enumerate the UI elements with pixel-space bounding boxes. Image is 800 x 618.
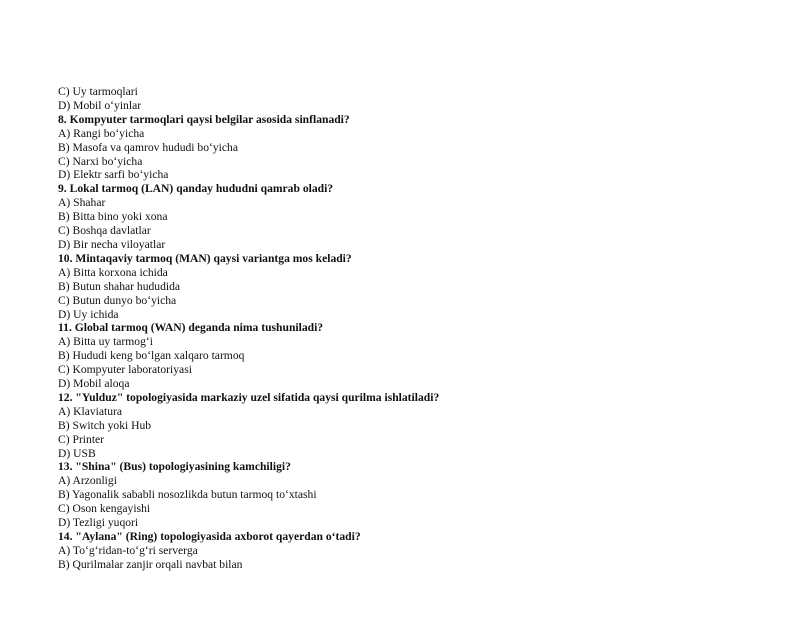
answer-option: C) Butun dunyo bo‘yicha [58, 293, 177, 307]
answer-option: C) Oson kengayishi [58, 502, 151, 516]
answer-option: B) Qurilmalar zanjir orqali navbat bilan [58, 557, 243, 571]
question-text: 10. Mintaqaviy tarmoq (MAN) qaysi variantga mos keladi? [58, 251, 352, 265]
question-text: 9. Lokal tarmoq (LAN) qanday hududni qamrab oladi? [58, 182, 334, 196]
question-text: 11. Global tarmoq (WAN) deganda nima tushuniladi? [58, 321, 324, 335]
answer-option: C) Kompyuter laboratoriyasi [58, 363, 192, 377]
answer-option: A) Shahar [58, 196, 106, 210]
answer-option: A) Rangi bo‘yicha [58, 126, 145, 140]
question-text: 8. Kompyuter tarmoqlari qaysi belgilar asosida sinflanadi? [58, 112, 350, 126]
answer-option: C) Printer [58, 432, 105, 446]
answer-option: B) Hududi keng bo‘lgan xalqaro tarmoq [58, 349, 245, 363]
answer-option: B) Masofa va qamrov hududi bo‘yicha [58, 140, 238, 154]
question-text: 12. "Yulduz" topologiyasida markaziy uzel sifatida qaysi qurilma ishlatiladi? [58, 390, 440, 404]
question-text: 14. "Aylana" (Ring) topologiyasida axborot qayerdan o‘tadi? [58, 530, 361, 543]
answer-option: D) Tezligi yuqori [58, 516, 139, 530]
answer-option: C) Uy tarmoqlari [58, 85, 138, 98]
document-page [58, 85, 758, 572]
answer-option: D) Elektr sarfi bo‘yicha [58, 168, 169, 182]
answer-option: A) Bitta uy tarmog‘i [58, 335, 153, 349]
answer-option: B) Switch yoki Hub [58, 418, 152, 432]
answer-option: B) Bitta bino yoki xona [58, 210, 168, 224]
answer-option: D) Mobil o‘yinlar [58, 98, 142, 112]
answer-option: D) Uy ichida [58, 307, 119, 321]
answer-option: A) To‘g‘ridan-to‘g‘ri serverga [58, 543, 198, 557]
answer-option: C) Narxi bo‘yicha [58, 154, 143, 168]
answer-option: D) Bir necha viloyatlar [58, 237, 166, 251]
answer-option: B) Butun shahar hududida [58, 279, 181, 293]
answer-option: A) Arzonligi [58, 474, 117, 488]
answer-option: A) Bitta korxona ichida [58, 265, 168, 279]
question-text: 13. "Shina" (Bus) topologiyasining kamchiligi? [58, 460, 291, 474]
answer-option: D) Mobil aloqa [58, 377, 130, 391]
answer-option: B) Yagonalik sababli nosozlikda butun tarmoq to‘xtashi [58, 488, 317, 502]
answer-option: C) Boshqa davlatlar [58, 224, 151, 238]
answer-option: D) USB [58, 446, 96, 460]
answer-option: A) Klaviatura [58, 404, 123, 418]
